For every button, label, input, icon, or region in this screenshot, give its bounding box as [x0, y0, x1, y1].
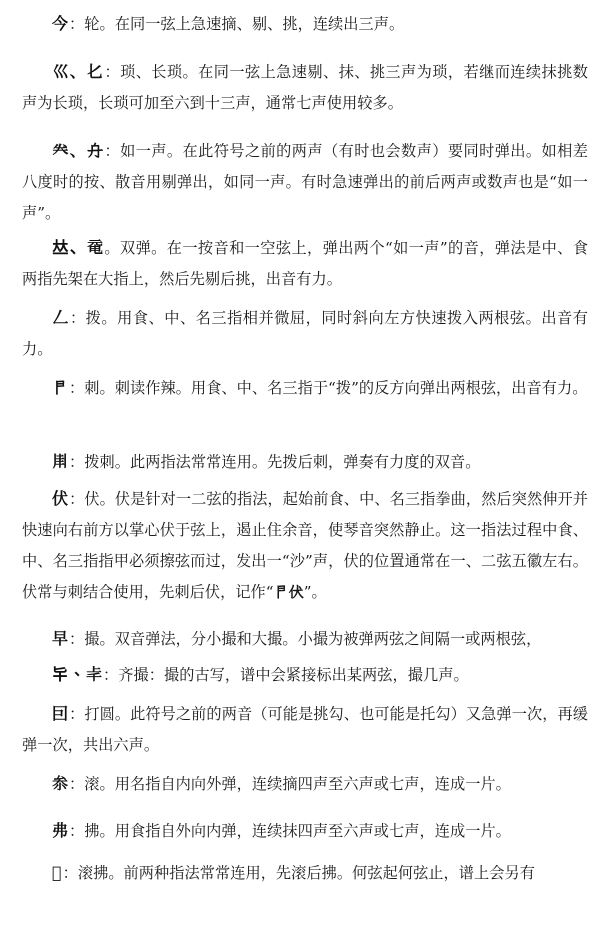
paragraph-text: ：滚。用名指自内向外弹，连续摘四声至六声或七声，连成一片。 — [69, 775, 511, 793]
notation-symbol: 𣺮 — [52, 863, 63, 882]
paragraph-gun — [22, 768, 588, 800]
paragraph-ru-yi-sheng — [22, 135, 588, 229]
paragraph-qi-cuo — [22, 659, 588, 691]
notation-symbol: 𠫭 — [52, 774, 70, 793]
paragraph-text: ：滚拂。前两种指法常常连用，先滚后拂。何弦起何弦止，谱上会另有 — [62, 864, 535, 882]
paragraph-text: ：轮。在同一弦上急速摘、剔、挑，连续出三声。 — [69, 15, 405, 33]
notation-symbol: 今 — [52, 14, 70, 33]
notation-symbol: 弗 — [52, 821, 70, 840]
paragraph-gun-fu — [22, 857, 588, 889]
notation-symbol: 巛、𠤎 — [52, 62, 105, 81]
paragraph-text: ：齐撮：撮的古写，谱中会紧接标出某两弦，撮几声。 — [103, 666, 469, 684]
paragraph-la — [22, 372, 588, 404]
paragraph-fu-brush — [22, 815, 588, 847]
paragraph-text: ：刺。刺读作辣。用食、中、名三指于“拨”的反方向弹出两根弦，出音有力。 — [69, 379, 588, 397]
paragraph-lun — [22, 8, 588, 40]
paragraph-shuang-tan — [22, 232, 588, 295]
paragraph-text: ：拂。用食指自外向内弹，连续抹四声至六声或七声，连成一片。 — [69, 822, 511, 840]
paragraph-text: ：撮。双音弹法，分小撮和大撮。小撮为被弹两弦之间隔一或两根弦， — [69, 630, 542, 648]
paragraph-text: ：琐、长琐。在同一弦上急速剔、抹、挑三声为琐，若继而连续抹挑数声为长琐，长琐可加至六到十三声，通常七声使用较多。 — [22, 63, 588, 112]
notation-symbol: 囙 — [52, 704, 70, 723]
paragraph-da-yuan — [22, 698, 588, 761]
paragraph-text: 。双弹。在一按音和一空弦上，弹出两个“如一声”的音，弹法是中、食两指先架在大指上，然后先剔后挑，出音有力。 — [22, 239, 588, 288]
notation-symbol: 𠁣 — [52, 378, 70, 397]
paragraph-text: ：如一声。在此符号之前的两声（有时也会数声）要同时弹出。如相差八度时的按、散音用剔弹出，如同一声。有时急速弹出的前后两声或数声也是“如一声”。 — [22, 142, 588, 222]
paragraph-cuo — [22, 623, 588, 655]
paragraph-text-end: ”。 — [303, 583, 327, 601]
notation-symbol: 𠃋 — [52, 308, 70, 327]
notation-symbol: 𠀤、𠀻 — [52, 238, 105, 257]
paragraph-fu — [22, 483, 588, 608]
notation-symbol: 𠔉、𠔾 — [52, 141, 105, 160]
notation-symbol: 𠂵 — [52, 452, 70, 471]
inline-notation-symbol: 𠁣伏 — [273, 583, 304, 601]
paragraph-bo — [22, 302, 588, 365]
notation-symbol: 伏 — [52, 489, 70, 508]
paragraph-text: ：拨。用食、中、名三指相并微屈，同时斜向左方快速拨入两根弦。出音有力。 — [22, 309, 588, 358]
paragraph-suo — [22, 56, 588, 119]
notation-symbol: 𠤏、𠦋 — [52, 665, 104, 684]
paragraph-text: ：伏。伏是针对一二弦的指法，起始前食、中、名三指拳曲，然后突然伸开并快速向右前方以掌心伏于弦上，遏止住余音，使琴音突然静止。这一指法过程中食、中、名三指指甲必须擦弦而过，发出一“沙”声，伏的位置通常在一、二弦五徽左右。伏常与刺结合使用，先刺后伏，记作“ — [22, 490, 588, 601]
paragraph-text: ：拨刺。此两指法常常连用。先拨后刺，弹奏有力度的双音。 — [69, 453, 481, 471]
paragraph-bo-la — [22, 446, 588, 478]
paragraph-text: ：打圆。此符号之前的两音（可能是挑勾、也可能是托勾）又急弹一次，再缓弹一次，共出六声。 — [22, 705, 588, 754]
notation-symbol: 早 — [52, 629, 70, 648]
